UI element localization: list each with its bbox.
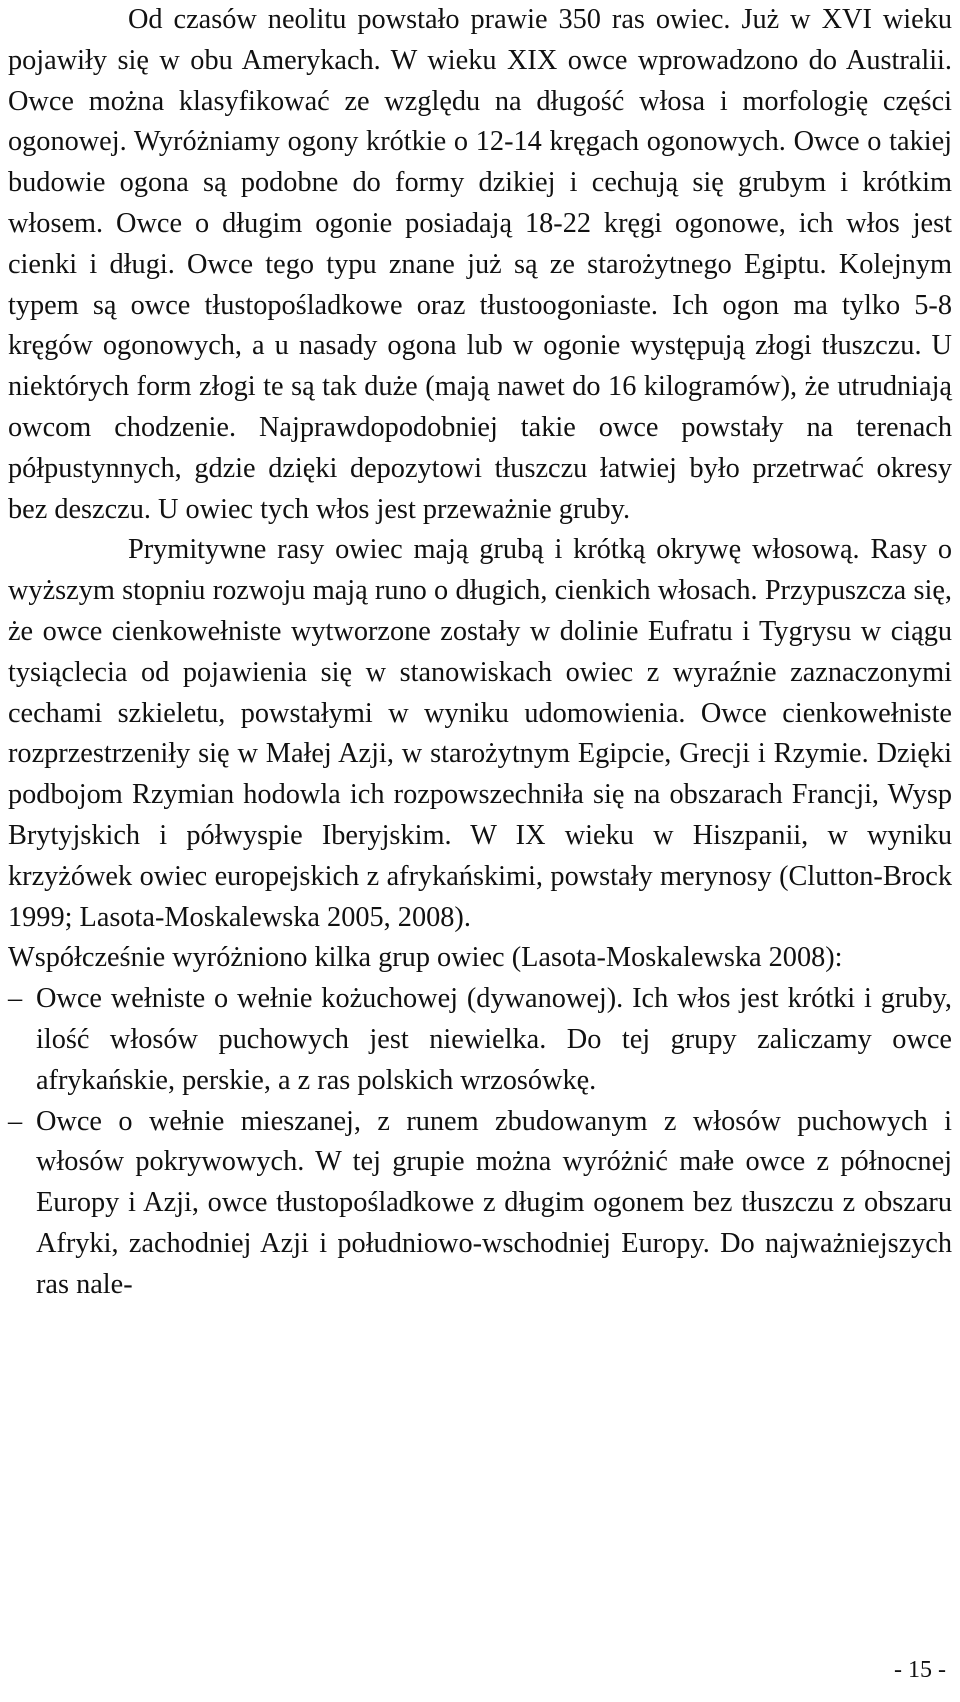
page-number: - 15 -	[894, 1657, 946, 1683]
list-dash-marker: –	[8, 1105, 23, 1137]
list-dash-marker: –	[8, 983, 23, 1015]
paragraph-groups-intro: Współcześnie wyróżniono kilka grup owiec (Lasota-Moskalewska 2008):	[8, 942, 843, 974]
sheep-groups-list	[8, 979, 952, 1305]
list-item	[8, 979, 952, 1101]
document-page	[8, 0, 952, 1306]
paragraph-wool-evolution: Prymitywne rasy owiec mają grubą i krótką okrywę włosową. Rasy o wyższym stopniu rozwoju mają runo o długich, cienkich włosach. Przypuszcza się, że owce cienkowełniste wytworzone zostały w dolinie Eufratu i Tygrysu w ciągu tysiąclecia od pojawienia się w stanowiskach owiec z wyraźnie zaznaczonymi cechami szkieletu, powstałymi w wyniku udomowienia. Owce cienkowełniste rozprzestrzeniły się w Małej Azji, w starożytnym Egipcie, Grecji i Rzymie. Dzięki podbojom Rzymian hodowla ich rozpowszechniła się na obszarach Francji, Wysp Brytyjskich i półwyspie Iberyjskim. W IX wieku w Hiszpanii, w wyniku krzyżówek owiec europejskich z afrykańskimi, powstały merynosy (Clutton-Brock 1999; Lasota-Moskalewska 2005, 2008).	[8, 534, 952, 933]
list-item	[8, 1102, 952, 1306]
list-item-text: Owce o wełnie mieszanej, z runem zbudowanym z włosów puchowych i włosów pokrywowych. W tej grupie można wyróżnić małe owce z północnej Europy i Azji, owce tłustopośladkowe z długim ogonem bez tłuszczu z obszaru Afryki, zachodniej Azji i południowo-wschodniej Europy. Do najważniejszych ras nale-	[36, 1105, 952, 1300]
list-item-text: Owce wełniste o wełnie kożuchowej (dywanowej). Ich włos jest krótki i gruby, ilość włosów puchowych jest niewielka. Do tej grupy zaliczamy owce afrykańskie, perskie, a z ras polskich wrzosówkę.	[36, 983, 952, 1096]
paragraph-sheep-history: Od czasów neolitu powstało prawie 350 ras owiec. Już w XVI wieku pojawiły się w obu Amerykach. W wieku XIX owce wprowadzono do Australii. Owce można klasyfikować ze względu na długość włosa i morfologię części ogonowej. Wyróżniamy ogony krótkie o 12-14 kręgach ogonowych. Owce o takiej budowie ogona są podobne do formy dzikiej i cechują się grubym i krótkim włosem. Owce o długim ogonie posiadają 18-22 kręgi ogonowe, ich włos jest cienki i długi. Owce tego typu znane już są ze starożytnego Egiptu. Kolejnym typem są owce tłustopośladkowe oraz tłustoogoniaste. Ich ogon ma tylko 5-8 kręgów ogonowych, a u nasady ogona lub w ogonie występują złogi tłuszczu. U niektórych form złogi te są tak duże (mają nawet do 16 kilogramów), że utrudniają owcom chodzenie. Najprawdopodobniej takie owce powstały na terenach półpustynnych, gdzie dzięki depozytowi tłuszczu łatwiej było przetrwać okresy bez deszczu. U owiec tych włos jest przeważnie gruby.	[8, 4, 952, 525]
